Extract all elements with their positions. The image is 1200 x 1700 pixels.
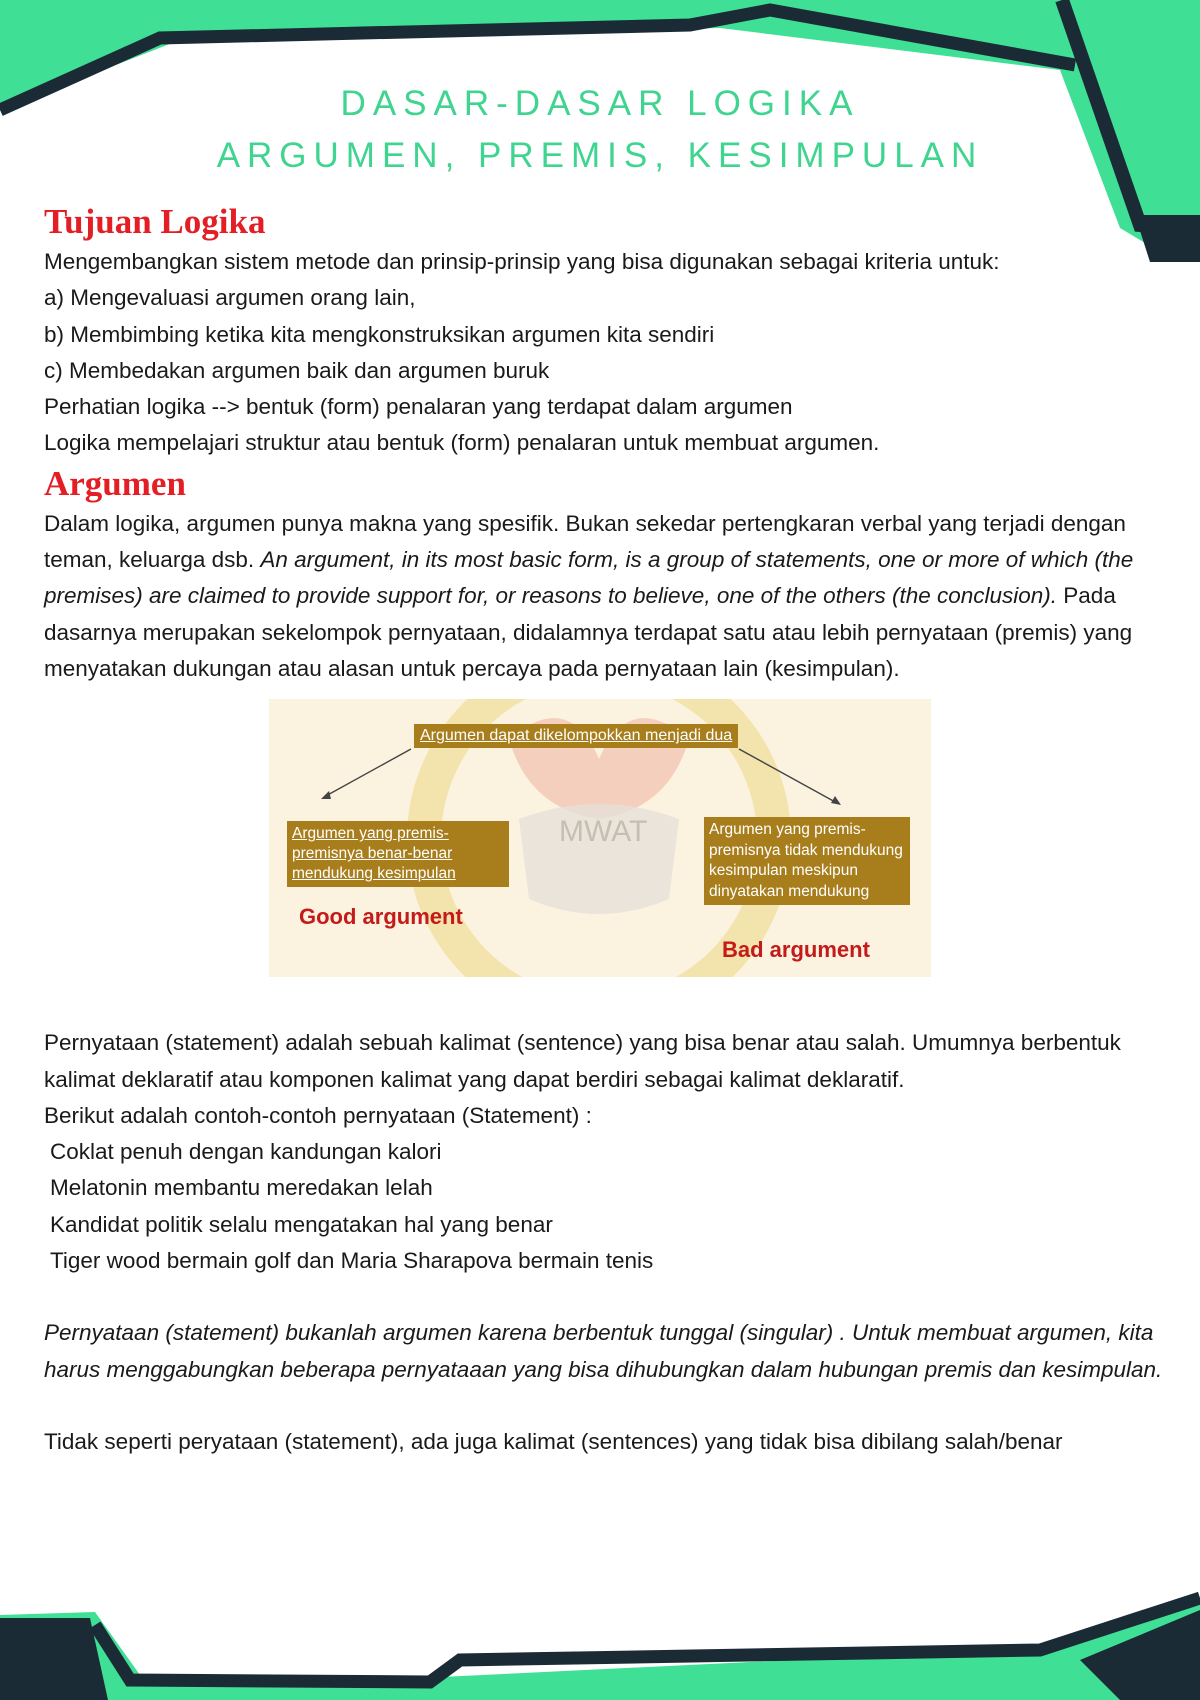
tujuan-line: b) Membimbing ketika kita mengkonstruksikan argumen kita sendiri <box>44 321 715 347</box>
good-argument-box: Argumen yang premis-premisnya benar-benar mendukung kesimpulan <box>287 821 509 887</box>
bad-argument-label: Bad argument <box>722 937 870 963</box>
good-argument-label: Good argument <box>299 904 463 930</box>
section-heading-argumen: Argumen <box>44 463 186 503</box>
closing-paragraph: Tidak seperti peryataan (statement), ada juga kalimat (sentences) yang tidak bisa dibilang salah/benar <box>44 1428 1063 1454</box>
example-statement: Melatonin membantu meredakan lelah <box>50 1175 433 1201</box>
document-body <box>44 200 1164 1460</box>
diagram-title-box: Argumen dapat dikelompokkan menjadi dua <box>414 724 738 748</box>
argumen-text-start: Dalam logika, argumen punya makna yang spesifik. Bukan sekedar pertengkaran verbal yang terjadi dengan teman, keluarga dsb. <box>44 510 1126 573</box>
page-subtitle: ARGUMEN, PREMIS, KESIMPULAN <box>216 136 984 175</box>
connector-left <box>324 749 411 797</box>
tujuan-line: Logika mempelajari struktur atau bentuk (form) penalaran untuk membuat argumen. <box>44 430 880 456</box>
spacer <box>44 1388 1164 1424</box>
pernyataan-definition: Pernyataan (statement) adalah sebuah kalimat (sentence) yang bisa benar atau salah. Umumnya berbentuk kalimat deklaratif atau komponen kalimat yang dapat berdiri sebagai kalimat deklaratif. <box>44 1030 1121 1092</box>
arrow-left <box>321 791 331 799</box>
tujuan-line: c) Membedakan argumen baik dan argumen buruk <box>44 357 550 383</box>
spacer <box>44 977 1164 1025</box>
spacer <box>44 1279 1164 1315</box>
example-statement: Coklat penuh dengan kandungan kalori <box>50 1139 442 1165</box>
arrow-right <box>831 796 841 805</box>
page-title: DASAR-DASAR LOGIKA <box>340 84 860 123</box>
tujuan-list <box>44 244 1164 462</box>
watermark-text: MWAT <box>559 815 648 849</box>
example-statement: Tiger wood bermain golf dan Maria Sharapova bermain tenis <box>50 1248 654 1274</box>
bad-argument-box: Argumen yang premis-premisnya tidak mendukung kesimpulan meskipun dinyatakan mendukung <box>704 817 910 905</box>
argumen-text-end: Pada dasarnya merupakan sekelompok pernyataan, didalamnya terdapat satu atau lebih pernyataan (premis) yang menyatakan dukungan atau alasan untuk percaya pada pernyataan lain (kesimpulan). <box>44 583 1133 681</box>
argument-diagram <box>269 699 931 977</box>
example-statement: Kandidat politik selalu mengatakan hal yang benar <box>50 1211 553 1237</box>
bottom-left-navy-block <box>0 1618 108 1700</box>
argumen-text-italic: An argument, in its most basic form, is a group of statements, one or more of which (the premises) are claimed to provide support for, or reasons to believe, one of the others (the conclusion). <box>44 547 1134 609</box>
italic-note: Pernyataan (statement) bukanlah argumen karena berbentuk tunggal (singular) . Untuk membuat argumen, kita harus menggabungkan beberapa pernyataaan yang bisa dihubungkan dalam hubungan premis dan kesimpulan. <box>44 1320 1163 1382</box>
tujuan-line: Mengembangkan sistem metode dan prinsip-prinsip yang bisa digunakan sebagai kriteria untuk: <box>44 249 1000 274</box>
page-header <box>0 78 1200 182</box>
pernyataan-intro: Berikut adalah contoh-contoh pernyataan (Statement) : <box>44 1102 592 1128</box>
argumen-paragraph <box>44 506 1164 687</box>
tujuan-line: Perhatian logika --> bentuk (form) penalaran yang terdapat dalam argumen <box>44 394 793 420</box>
section-heading-tujuan: Tujuan Logika <box>44 202 266 241</box>
tujuan-line: a) Mengevaluasi argumen orang lain, <box>44 285 416 311</box>
